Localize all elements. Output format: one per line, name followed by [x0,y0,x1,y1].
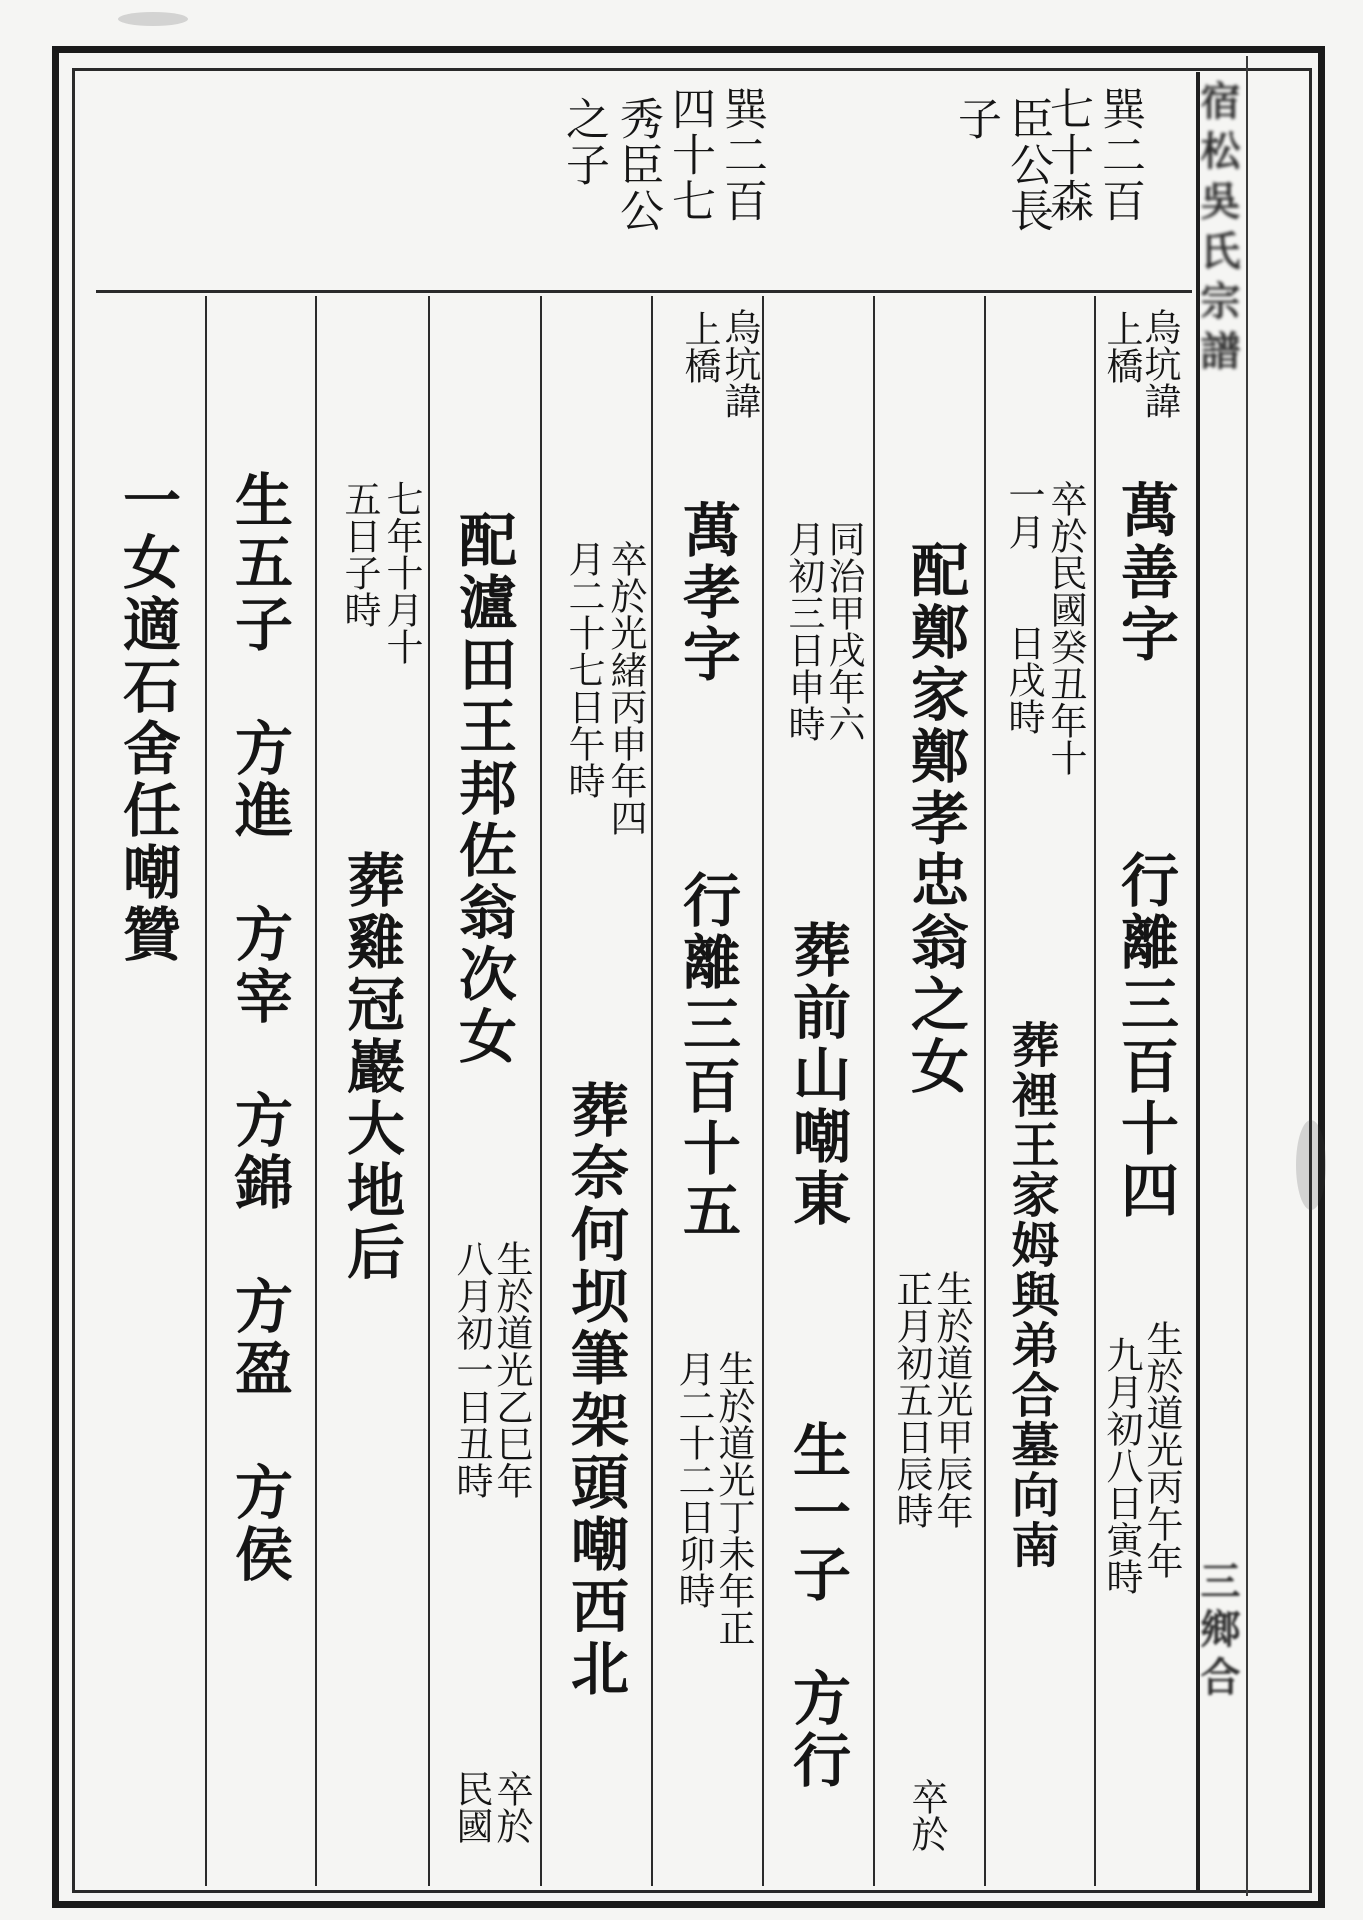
e1-death-a: 卒於民國癸丑年十 [1044,480,1087,776]
e6-death-b: 民國 [450,1770,493,1844]
margin-rule-outer [1246,56,1248,1896]
e2-spouse-death: 卒於 [905,1778,948,1852]
header-note-4a: 秀臣公 [612,96,663,234]
e4-birth-a: 生於道光丁未年正 [712,1350,755,1646]
header-divider [96,290,1192,293]
column-rule [873,296,875,1886]
column-rule [315,296,317,1886]
column-rule [762,296,764,1886]
header-note-3b: 四十七 [664,86,715,224]
e1-rank: 行離三百十四 [1111,850,1179,1222]
e5-death-a: 卒於光緒丙申年四 [604,540,647,836]
column-rule [1094,296,1096,1886]
e5-death-b: 月二十七日午時 [562,540,605,799]
e2-spouse-birth-b: 正月初五日辰時 [890,1270,933,1529]
header-note-1a: 巽二百 [1094,86,1145,224]
header-note-4b: 之子 [558,96,609,188]
e9-daughter: 一女適石舍任嘲贊 [113,470,181,966]
e6-death-a: 卒於 [490,1770,533,1844]
e3-death-b: 月初三日申時 [782,520,825,742]
e2-spouse: 配鄭家鄭孝忠翁之女 [901,540,969,1098]
e1-prefix-b: 上橋 [1100,310,1143,384]
e1-name: 萬善字 [1111,480,1179,666]
header-note-3a: 巽二百 [716,86,767,224]
e4-prefix-a: 烏坑諱 [718,308,761,419]
e6-birth-a: 生於道光乙巳年 [490,1240,533,1499]
e3-burial: 葬前山嘲東 [783,920,851,1230]
header-note-1b: 七十森 [1042,86,1093,224]
e7-death-a: 七年十月十 [380,480,423,665]
e1-birth-a: 生於道光丙午年 [1140,1320,1183,1579]
e5-burial: 葬奈何坝筆架頭嘲西北 [561,1080,629,1700]
e4-rank: 行離三百十五 [673,870,741,1242]
column-rule [540,296,542,1886]
e8-children: 生五子 方進 方宰 方錦 方盈 方侯 [225,470,293,1586]
e7-death-b: 五日子時 [338,480,381,628]
e3-death-a: 同治甲戌年六 [822,520,865,742]
e1-birth-b: 九月初八日寅時 [1100,1336,1143,1595]
column-rule [428,296,430,1886]
e4-prefix-b: 上橋 [678,310,721,384]
header-note-2a: 臣公長 [1002,96,1053,234]
e1-prefix-a: 烏坑諱 [1138,308,1181,419]
scan-smudge [118,12,188,26]
book-title: 宿松吳氏宗譜 [1194,80,1241,380]
column-rule [651,296,653,1886]
e3-children: 生一子 方行 [783,1420,851,1792]
e4-birth-b: 月二十二日卯時 [672,1350,715,1609]
column-rule [984,296,986,1886]
e6-birth-b: 八月初一日丑時 [450,1240,493,1499]
e6-spouse: 配瀘田王邦佐翁次女 [449,510,517,1068]
e2-spouse-birth-a: 生於道光甲辰年 [930,1270,973,1529]
e7-burial: 葬雞冠巖大地后 [337,850,405,1284]
scan-smudge [1296,1120,1326,1210]
e4-name: 萬孝字 [673,500,741,686]
header-note-2b: 子 [950,96,1001,142]
e1-death-b: 一月 日戌時 [1002,476,1045,735]
margin-page-label: 三鄉合 [1194,1560,1241,1704]
e1-burial: 葬裡王家姆與弟合墓向南 [1003,1020,1059,1570]
column-rule [205,296,207,1886]
